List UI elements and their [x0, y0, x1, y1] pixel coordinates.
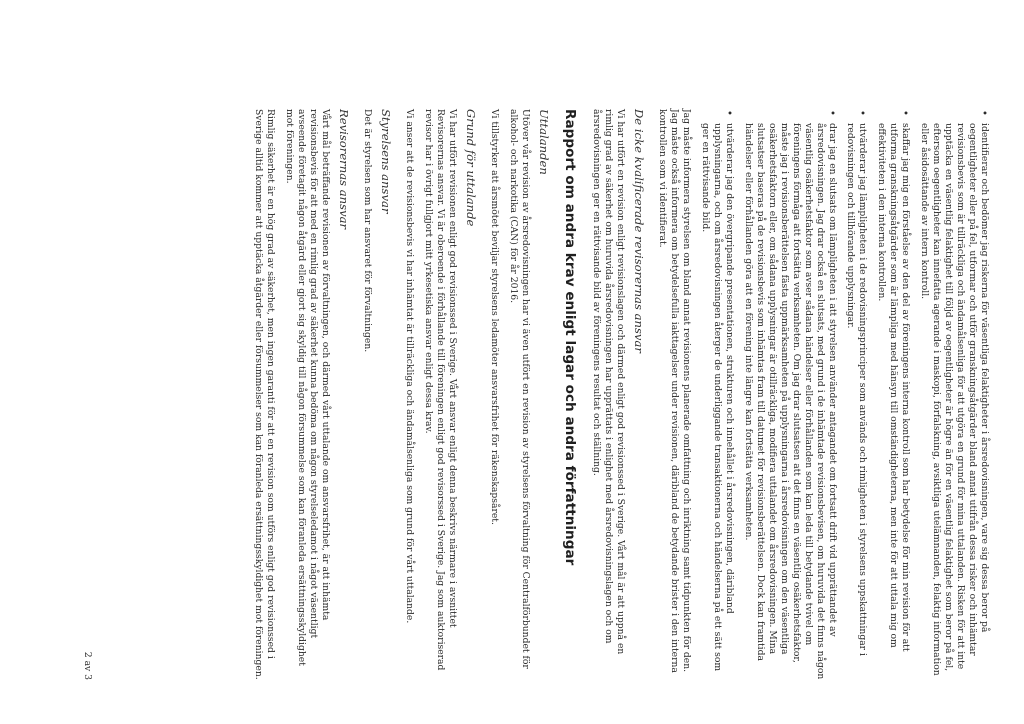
page-content — [245, 109, 990, 684]
list-item: • utvärderar jag lämpligheten i de redovisningsprinciper som används och rimligheten i styrelsens uppskattningar i redovisningen och tillhörande upplysningar. — [845, 123, 869, 684]
paragraph-uttalanden-1: Utöver vår revision av årsredovisningen har vi även utfört en revision av styrelsens förvaltning för Centralförbundet för alkohol- och narkotika (CAN) för år 2016. — [507, 109, 531, 669]
list-item: • identifierar och bedömer jag riskerna för väsentliga felaktigheter i årsredovisningen, vare sig dessa beror på oegentligheter eller på fel, utformar och utför granskningsåtgärder bland annat utifrån dessa risker och inhämtar revisionsbevis som är tillräckliga och ändamålsenliga för att utgöra en grund för mina uttalanden. Risken för att inte upptäcka en väsentlig felaktighet till följd av oegentligheter är högre än för en väsentlig felaktighet som beror på fel, eftersom oegentligheter kan innefatta agerande i maskopi, förfalskning, avsiktliga utelämnanden, felaktig information eller åsidosättande av intern kontroll. — [918, 123, 990, 684]
list-item: • utvärderar jag den övergripande presentationen, strukturen och innehållet i årsredovisningen, däribland upplysningarna, och om årsredovisningen återger de underliggande transaktionerna och händelserna på ett sätt som ger en rättvisande bild. — [699, 123, 735, 684]
paragraph-styrelsens: Det är styrelsen som har ansvaret för förvaltningen. — [361, 109, 373, 353]
list-item: • drar jag en slutsats om lämpligheten i att styrelsen använder antagandet om fortsatt drift vid upprättandet av årsredovisningen. Jag drar också en slutsats, med grund i de inhämtade revisionsbevisen, om huruvida det finns någon väsentlig osäkerhetsfaktor som avser sådana händelser eller förhållanden som kan leda till betydande tvivel om föreningens förmåga att fortsätta verksamheten. Om jag drar slutsatsen att det finns en väsentlig osäkerhetsfaktor, måste jag i revisionsberättelsen fästa uppmärksamheten på upplysningarna i årsredovisningen om den väsentliga osäkerhetsfaktorn eller, om sådana upplysningar är otillräckliga, modifiera uttalandet om årsredovisningen. Mina slutsatser baseras på de revisionsbevis som inhämtas fram till datumet för revisionsberättelsen. Dock kan framtida händelser eller förhållanden göra att en förening inte längre kan fortsätta verksamheten. — [742, 123, 838, 684]
paragraph-grund-1: Vi har utfört revisionen enligt god revisionssed i Sverige. Vårt ansvar enligt denna beskrivs närmare i avsnittet Revisorernas ansvar. Vi är oberoende i förhållande till föreningen enligt god revisorssed i Sverige. Jag som auktoriserad revisor har i övrigt fullgjort mitt yrkesetiska ansvar enligt dessa krav. — [422, 109, 458, 671]
page-number: 2 av 3 — [82, 651, 93, 680]
heading-styrelsens-ansvar: Styrelsens ansvar — [378, 109, 393, 214]
paragraph-revisorernas-2: Rimlig säkerhet är en hög grad av säkerhet, men ingen garanti för att en revision som utförs enligt god revisionssed i Sverige alltid kommer att upptäcka åtgärder eller försummelser som kan föranleda ersättningsskyldighet mot föreningen. — [252, 109, 276, 680]
paragraph-ickekvalificerade: Vi har utfört en revision enligt revisionslagen och därmed enligt god revisionssed i Sverige. Vårt mål är att uppnå en rimlig grad av säkerhet om huruvida årsredovisningen har upprättats i enlighet med årsredovisningslagen och om årsredovisningen ger en rättvisande bild av föreningens resultat och ställning. — [591, 109, 627, 655]
section-heading: Rapport om andra krav enligt lagar och andra författningar — [562, 109, 579, 566]
heading-revisorernas-ansvar: Revisorernas ansvar — [336, 109, 351, 230]
heading-uttalanden: Uttalanden — [536, 109, 551, 175]
paragraph-uttalanden-2: Vi tillstyrker att årsmötet beviljar styrelsens ledamöter ansvarsfrihet för räkenskapsåret. — [488, 109, 500, 525]
bullet-list — [699, 109, 990, 684]
paragraph-grund-2: Vi anser att de revisionsbevis vi har inhämtat är tillräckliga och ändamålsenliga som grund för vårt uttalande. — [403, 109, 415, 624]
paragraph-revisorernas-1: Vårt mål beträffande revisionen av förvaltningen, och därmed vårt uttalande om ansvarsfrihet, är att inhämta revisionsbevis för att med en rimlig grad av säkerhet kunna bedöma om någon styrelseledamot i något väsentligt avseende företagit någon åtgärd eller gjort sig skyldig till någon försummelse som kan föranleda ersättningsskyldighet mot föreningen. — [283, 109, 331, 666]
paragraph-informera: Jag måste informera styrelsen om bland annat revisionens planerade omfattning och inriktning samt tidpunkten för den. Jag måste också informera om betydelsefulla iakttagelser under revisionen, däribland de betydande brister i den interna kontrollen som vi identifierat. — [657, 109, 693, 673]
heading-ickekvalificerade-ansvar: De icke kvalificerade revisorernas ansvar — [632, 109, 647, 353]
list-item: • skaffar jag mig en förståelse av den del av föreningens interna kontroll som har betydelse för min revision för att utforma granskningsåtgärder som är lämpliga med hänsyn till omständigheterna, men inte för att uttala mig om effektiviteten i den interna kontrollen. — [875, 123, 911, 684]
heading-grund: Grund för uttalande — [463, 109, 478, 227]
document-page — [22, 14, 1002, 710]
